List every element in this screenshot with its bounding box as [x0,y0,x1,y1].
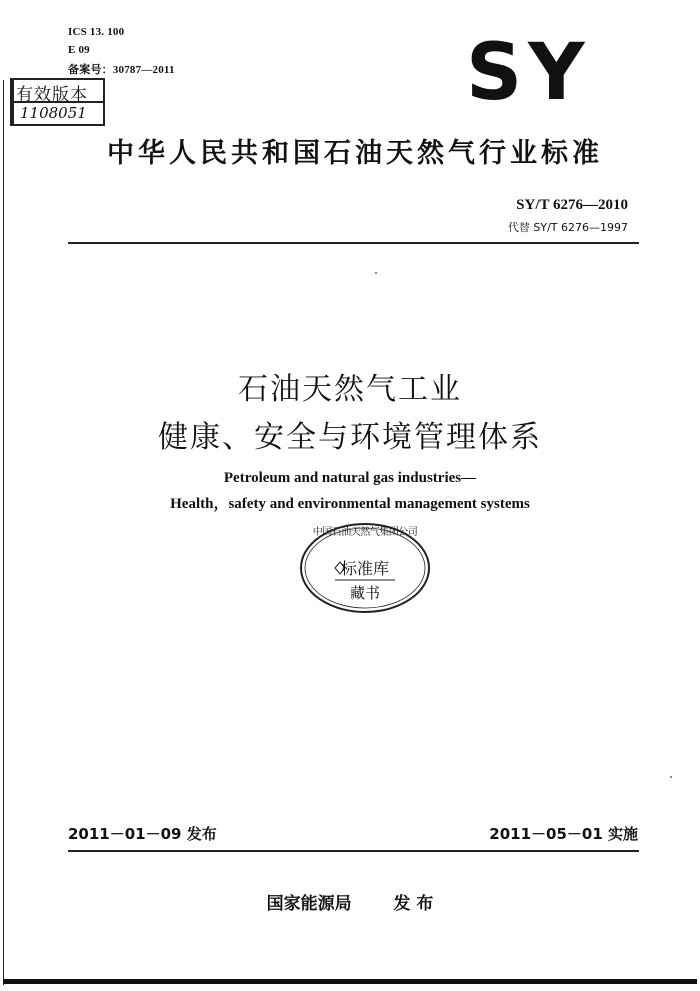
speck [375,272,377,274]
issue-date: 2011－01－09 发布 [68,825,217,843]
library-seal [295,518,435,618]
header-rule [68,242,639,244]
bottom-edge-bar [3,979,697,984]
publisher-name: 国家能源局 [266,894,352,914]
stamp-title: 有效版本 [16,85,88,105]
standard-code: SY/T 6276—2010 [516,197,628,213]
sy-logo: SY [466,28,591,118]
left-edge-line [3,80,4,985]
seal-arc-text: 中国石油天然气集团公司 [312,527,418,538]
seal-line2: 藏书 [349,584,380,602]
publisher-action: 发 布 [393,894,434,914]
filing-number: 备案号：30787—2011 [68,64,175,76]
publisher-line [0,889,700,914]
title-en-line1: Petroleum and natural gas industries— [223,470,477,486]
speck [670,776,672,778]
ics-code: ICS 13. 100 [68,26,125,38]
replaces-standard: 代替 SY/T 6276—1997 [507,221,628,234]
seal-line1: 标准库 [340,559,389,578]
title-cn-line1: 石油天然气工业 [238,372,462,407]
category-code: E 09 [68,44,90,56]
effective-date: 2011－05－01 实施 [489,825,638,843]
stamp-number: 1108051 [20,104,87,122]
issuing-authority-title: 中华人民共和国石油天然气行业标准 [107,138,603,169]
title-cn-line2: 健康、安全与环境管理体系 [158,420,542,455]
title-en-line2: Health，safety and environmental management systems [170,496,530,512]
footer-rule [68,850,639,852]
